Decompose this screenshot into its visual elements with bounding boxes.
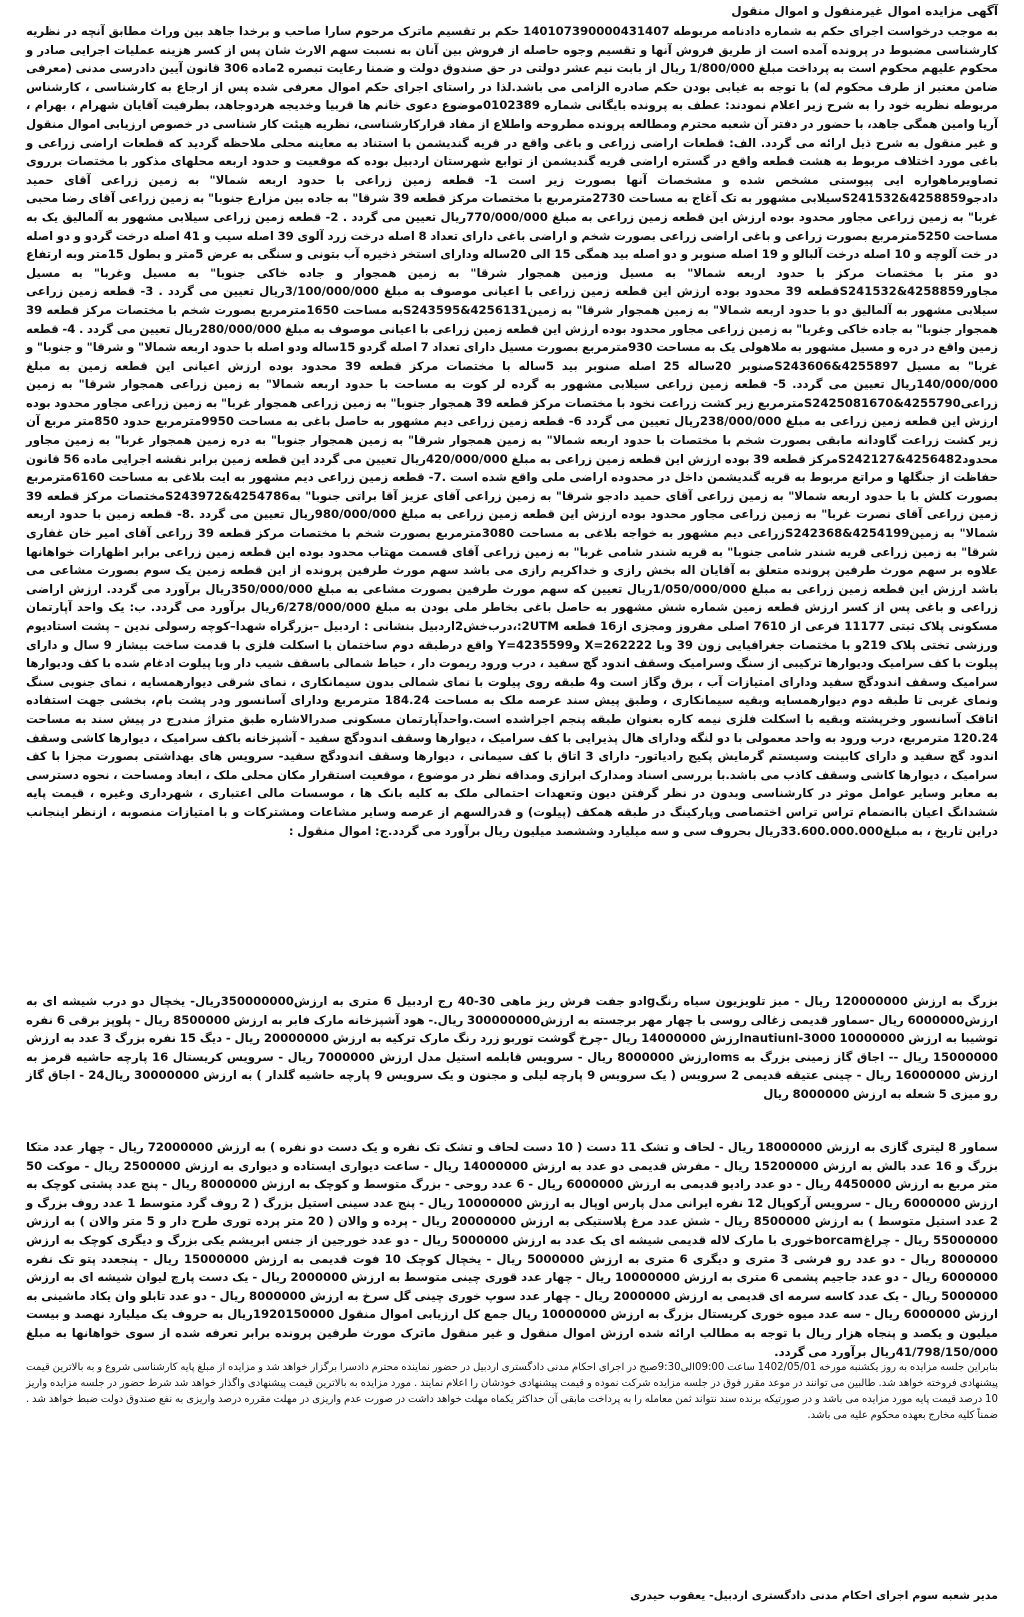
spacer <box>26 1442 998 1589</box>
movables-text-part-2: سماور 8 لیتری گازی به ارزش 18000000 ریال - لحاف و تشک 11 دست ( 10 دست لحاف و تشک تک نفره و یک دست دو نفره ) به ارزش 72000000 ریال - چهار عدد متکا بزرگ و 16 عدد بالش به ارزش 15200000 ریال - مفرش قدیمی دو عدد به ارزش 14000000 ریال - ساعت دیواری ایستاده و دیواری به ارزش 2500000 ریال - موکت 50 متر مربع به ارزش 4450000 ریال - دو عدد رادیو قدیمی به ارزش 6000000 ریال - 6 عدد روحی - بزرگ متوسط و کوچک به ارزش 8000000 ریال - پنج عدد پشتی کوچک به ارزش 6000000 ریال - سرویس آرکوپال 12 نفره ایرانی مدل پارس اوپال به ارزش 10000000 ریال - پنج عدد سینی استیل بزرگ ( 2 روف گرد متوسط 1 عدد روف بزرگ و 2 عدد استیل متوسط ) به ارزش 8500000 ریال - شش عدد مرغ پلاستیکی به ارزش 20000000 ریال - پرده و والان ( 20 متر پرده توری طرح دار و 5 متر والان ) به ارزش 55000000 ریال - چراغborcamخوری با مارک لاله قدیمی شیشه ای یک عدد به ارزش 5000000 ریال - دو عدد خورجین از جنس ابریشم یکی بزرگ و دیگری کوچک به ارزش 8000000 ریال - دو عدد رو فرشی 3 متری و دیگری 6 متری به ارزش 5000000 ریال - یخچال کوچک 10 فوت قدیمی به ارزش 15000000 ریال - پنجعدد پتو تک نفره 6000000 ریال - دو عدد جاجیم پشمی 6 متری به ارزش 10000000 ریال - چهار عدد قوری چینی متوسط به ارزش 2000000 ریال - یک دست پارچ لیوان شیشه ای به ارزش 5000000 ریال - یک عدد کاسه سرمه ای قدیمی به ارزش 2000000 ریال - چهار عدد سوپ خوری چینی گل سرخ به ارزش 8000000 ریال - دو عدد تابلو وان یکاد ماشینی به ارزش 6000000 ریال - سه عدد میوه خوری کریستال بزرگ به ارزش 10000000 ریال جمع کل ارزیابی اموال منقول 1920150000ریال به حروف یک میلیارد نهصد و بیست میلیون و یکصد و پنجاه هزار ریال با توجه به مطالب ارائه شده ارزش اموال منقول و غیر منقول ماترک مورث طرفین پرونده برابر تعرفه شده از سوی خواهانها به مبلغ 41/798/150/000ریال برآورد می گردد. <box>26 1140 999 1359</box>
auction-terms-text: بنابراین جلسه مزایده به روز یکشنبه مورخه 1402/05/01 ساعت 09:00الی9:30صبح در اجرای احکام مدنی دادگستری اردبیل در حضور نماینده محترم دادسرا برگزار خواهد شد و مزایده از مبلغ پایه کارشناسی شروع و به بالاترین قیمت پیشنهادی فروخته خواهد شد. طالبین می توانند در موعد مقرر فوق در جلسه مزایده شرکت نموده و قیمت پیشنهادی خودشان را اعلام نمایند . مورد مزایده به بالاترین قیمت پیشنهادی واگذار خواهد شد شرط حضور در جلسه مزایده واریز 10 درصد قیمت پایه مورد مزایده می باشد و در صورتیکه برنده سند نتواند ثمن معامله را به پرداخت مابقی آن حداکثر یکماه مهلت خواهد داشت در صورت عدم واریزی در مهلت مقرره درصد واریزی به نفع صندوق دولت ضبط خواهد شد . ضمناً کلیه مخارج بعهده محکوم علیه می باشد. <box>26 1362 999 1421</box>
signature-line: مدیر شعبه سوم اجرای احکام مدنی دادگستری اردبیل- یعقوب حیدری <box>630 1589 998 1602</box>
notice-main-text: به موجب درخواست اجرای حکم به شماره دادنامه مربوطه 140107390000431407 حکم بر تقسیم ماترک مرحوم سارا صاحب و برخدا جاهد بین وراث مطابق آنچه در نظریه کارشناسی مضبوط در پرونده آمده است از طریق فروش آنها و تقسیم وجوه حاصله از فروش بین آنان به نسبت سهم الارث شان پس از کسر هزینه عملیات اجرایی صادر و محکوم علیهم محکوم است به پرداخت مبلغ 1/800/000 ریال از بابت نیم عشر دولتی در حق صندوق دولت و ضمنا رعایت تبصره 2ماده 306 قانون آیین دادرسی مدنی (معرفی ضامن معتبر از طرف محکوم له) با توجه به غیابی بودن حکم صادره الزامی می باشد.لذا در راستای اجرای حکم اموال معرفی شده پس از ارجاع به کارشناسی ، کارشناس مربوطه نظریه خود را به شرح زیر اعلام نمودند: عطف به پرونده بایگانی شماره 0102389موضوع دعوی خانم ها قربیا وخدیجه هردوجاهد، بطرفیت آقایان شهرام ، بهرام ، آریا وامین همگی جاهد، با حضور در دفتر آن شعبه محترم ومطالعه پرونده مطروحه واطلاع از مفاد قرارکارشناسی، نظریه هیئت کار شناسی در خصوص ارزیابی اموال منقول و غیر منقول به شرح ذیل ارائه می گردد. الف: قطعات اراضی زراعی و باغی واقع در قریه گندیشمن با استناد به معاینه محلی ملاحظه گردید که قطعات اراضی زراعی و باغی مورد اختلاف مربوط به هشت قطعه واقع در گستره اراضی قریه گندیشمن از توابع شهرستان اردبیل بوده که موقعیت و حدود اربعه محلهای مذکور با مختصات برروی تصاویرماهواره ایی پیوستی مشخص شده و مشخصات آنها بصورت زیر است 1- قطعه زمین زراعی با حدود اربعه شمالا" به زمین زراعی آقای حمید دادجو4258859&S241532سیلابی مشهور به تک آغاج به مساحت 2730مترمربع با مختصات مرکز قطعه 39 شرقا" به جاده بین مزارع جنوبا" به زمین زراعی آقای رضا محبی غربا" به زمین زراعی مجاور محدود بوده ارزش این قطعه زمین زراعی به مبلغ 770/000/000ریال تعیین می گردد . 2- قطعه زمین زراعی سیلابی مشهور به آلمالیق یک به مساحت 5250مترمربع بصورت زراعی و باغی اراضی زراعی بصورت شخم و اراضی باغی دارای تعداد 8 اصله درخت زرد آلوی 39 اصله سیب و 41 اصله درخت گردو و دو اصله در خت آلوچه و 10 اصله درخت آلبالو و 19 اصله صنوبر و دو اصله بید همگی 15 الی 20ساله ودارای استخر ذخیره آب بتونی و سنگی به عرض 5متر و بطول 15متر وبه ارتفاع دو متر با مختصات مرکز با حدود اربعه شمالا" به مسیل وزمین همجوار شرقا" به زمین همجوار و جاده خاکی جنوبا" به مسیل وغربا" به مسیل مجاور4258859&S241532قطعه 39 محدود بوده ارزش این قطعه زمین زراعی با اعیانی موصوف به مبلغ 3/100/000/000ریال تعیین می گردد . 3- قطعه زمین زراعی سیلابی مشهور به آلمالیق دو با حدود اربعه شمالا" به زمین همجوار شرقا" به زمین4256131&S243595به مساحت 1650مترمربع بصورت شخم با مختصات مرکز قطعه 39 همجوار جنوبا" به جاده خاکی وغربا" به زمین زراعی مجاور محدود بوده ارزش این قطعه زمین زراعی با اعیانی موصوف به مبلغ 280/000/000ریال تعیین می گردد . 4- قطعه زمین واقع در دره و مسیل مشهور به ملاهولی یک به مساحت 930مترمربع بصورت مسیل دارای تعداد 7 اصله گردو 15ساله ودو اصله با حدود اربعه شمالا" و شرقا" و جنوبا" و غربا" به مسیل 4255897&S243606صنوبر 20ساله 25 اصله صنوبر بید 5ساله با مختصات مرکز قطعه 39 محدود بوده ارزش اعیانی این قطعه زمین به مبلغ 140/000/000ریال تعیین می گردد. 5- قطعه زمین زراعی سیلابی مشهور به گرده لر کوت به مساحت با حدود اربعه شمالا" به زمین زراعی همجوار شرقا" به زمین زراعی4255790&S2425081670مترمربع زیر کشت زراعت نخود با مختصات مرکز قطعه 39 همجوار جنوبا" به زمین زراعی همجوار غربا" به زمین زراعی مجاور محدود بوده ارزش این قطعه زمین زراعی به مبلغ 238/000/000ریال تعیین می گردد 6- قطعه زمین زراعی دیم مشهور به حاصل باغی به مساحت 9950مترمربع حدود 850متر مربع آن زیر کشت زراعت گاودانه مابقی بصورت شخم با مختصات با حدود اربعه شمالا" به زمین همجوار شرقا" به زمین همجوار جنوبا" به دره زمین همجوار غربا" به زمین مجاور محدود4256482&S242127مرکز قطعه 39 بوده ارزش این قطعه زمین زراعی به مبلغ 420/000/000ریال تعیین می گردد این قطعه زمین برابر نقشه اجرایی ماده 56 قانون حفاظت از جنگلها و مراتع مربوط به قریه گندیشمن داخل در محدوده اراضی ملی واقع شده است .7- قطعه زمین زراعی دیم مشهور به ایت بلاغی به مساحت 6160مترمربع بصورت کلش با با حدود اربعه شمالا" به زمین زراعی آقای حمید دادجو شرقا" به زمین زراعی آقای عزیز آقا براتی جنوبا" به4254786&S243972مختصات مرکز قطعه 39 زمین زراعی آقای نصرت غربا" به زمین زراعی مجاور محدود بوده ارزش این قطعه زمین زراعی به مبلغ 980/000/000ریال تعیین می گردد .8- قطعه زمین با حدود اربعه شمالا" به زمین4254199&S242368زراعی دیم مشهور به خواجه بلاغی به مساحت 3080مترمربع بصورت شخم با مختصات مرکز قطعه 39 زراعی آقای امیر خان غفاری شرقا" به زمین زراعی قریه شندر شامی جنوبا" به قریه شندر شامی غربا" به زمین زراعی آقای قسمت مهتاب محدود بوده این قطعه زمین زراعی برابر اظهارات خواهانها علاوه بر سهم مورث طرفین پرونده متعلق به آقایان اله بخش رازی و خداکریم رازی می باشد سهم مورث طرفین پرونده از این قطعه زمین یک سوم بصورت مشاعی می باشد ارزش این قطعه زمین زراعی به مبلغ 1/050/000/000ریال تعیین که سهم مورث طرفین بصورت مشاعی به مبلغ 350/000/000ریال برآورد می گردد. ارزش اراضی زراعی و باغی پس از کسر ارزش قطعه زمین شماره شش مشهور به حاصل باغی بخاطر ملی بودن به مبلغ 6/278/000/000ریال برآورد می گردد. ب: یک واحد آپارتمان مسکونی پلاک ثبتی 11177 فرعی از 7610 اصلی مفروز ومجزی از16 قطعه 2UTM:،درب‌خش2اردبیل بنشانی : اردبیل –بزرگراه شهدا–کوچه رسولی ندین – پشت استادیوم ورزشی تختی پلاک 219و با مختصات جغرافیایی زون 39 وبا X=262222 وY=4235599 واقع درطبقه دوم ساختمان با اسکلت فلزی با قدمت ساخت بیشاز 9 سال و دارای پیلوت با کف سرامیک ودیوارها ترکیبی از سنگ وسرامیک وسقف اندود گچ سفید ، درب ورود ریموت دار ، حیاط شمالی باسقف شیب دار وبا پیلوت ادغام شده با کف ودیوارها سرامیک وسقف اندودگچ سفید ودارای امتیازات آب ، برق وگاز است و4 طبقه روی پیلوت با نمای شمالی بدون سیمانکاری ، نمای شرقی دیوارهمسایه ، نمای جنوبی سنگ ونمای غربی تا طبقه دوم دیوارهمسایه وبقیه سیمانکاری ، وطبق پیش سند عرصه ملک به مساحت 184.24 مترمربع ودارای آسانسور ودر پشت بام، بخشی جهت استفاده اتاقک آسانسور وخرپشته وبقیه با اسکلت فلزی نیمه کاره بعنوان طبقه پنجم اجراشده است.واحدآپارتمان مسکونی صدرالاشاره طبق متراژ مندرج در پیش سند به مساحت 120.24 مترمربع، درب ورود به واحد معمولی با دو لنگه ودارای هال پذیرایی با کف سرامیک ، دیوارها وسقف اندودگچ سفید - آشپزخانه باکف سرامیک ، دیوارها کاشی وسقف اندود گچ سفید و دارای کابینت وسیستم گرمایش پکیج رادیاتور- دارای 3 اتاق با کف سیمانی ، دیوارها وسقف اندودگچ سفید- سرویس های بهداشتی بصورت مجزا با کف سرامیک ، دیوارها کاشی وسقف کاذب می باشد.با بررسی اسناد ومدارک ابرازی ومداقه نظر در موضوع ، موقعیت استقرار مکان محلی ملک ، ابعاد ومساحت ، نحوه دسترسی به معابر وسایر عوامل موثر در کارشناسی وبدون در نظر گرفتن دیون وتعهدات احتمالی ملک به کلیه بانک ها ، موسسات مالی اعتباری ، شهرداری وغیره ، قیمت پایه ششدانگ اعیان باانضمام تراس تراس اختصاصی وپارکینگ در طبقه همکف (پیلوت) و قدرالسهم از عرصه وسایر مشاعات ومشترکات و با امتیازات منصوبه ، ازنظر اینجانب دراین تاریخ ، به مبلغ33.600.000.000ریال بحروف سی و سه میلیارد وششصد میلیون ریال برآورد می گردد.ج: اموال منقول : <box>26 24 999 838</box>
notice-title: آگهی مزایده اموال غیرمنقول و اموال منقول <box>731 4 998 18</box>
movables-text-part-1: بزرگ به ارزش 120000000 ریال - میز تلویزیون سیاه رنگlgدو جفت فرش ریز ماهی 30-40 رج اردبیل 6 متری به ارزش350000000ریال- یخچال دو درب شیشه ای به ارزش6000000 ریال -سماور قدیمی زغالی روسی با چهار مهر برجسته به ارزش300000000 ریال.- هود آشپزخانه مارک فابر به ارزش 8500000 ریال - پلوپز برقی 6 نفره توشیبا به ارزش 10000000 nautiunl-3000ارزش 14000000 ریال -چرخ گوشت توربو زرد رنگ مارک ترکیه به ارزش 20000000 ریال - دیگ 15 نفره بزرگ 3 عدد به ارزش 15000000 ریال -- اجاق گاز زمینی بزرگ به omsارزش 8000000 ریال - سرویس قابلمه استیل مدل ارزش 7000000 ریال - سرویس کریستال 16 پارچه حاشیه قرمز به ارزش 16000000 ریال - چینی عتیقه قدیمی 2 سرویس ( یک سرویس 9 پارچه لیلی و مجنون و یک سرویس 9 پارچه حاشیه گلدار ) به ارزش 30000000 ریال24 - اجاق گاز رو میزی 5 شعله به ارزش 8000000 ریال <box>26 994 999 1101</box>
